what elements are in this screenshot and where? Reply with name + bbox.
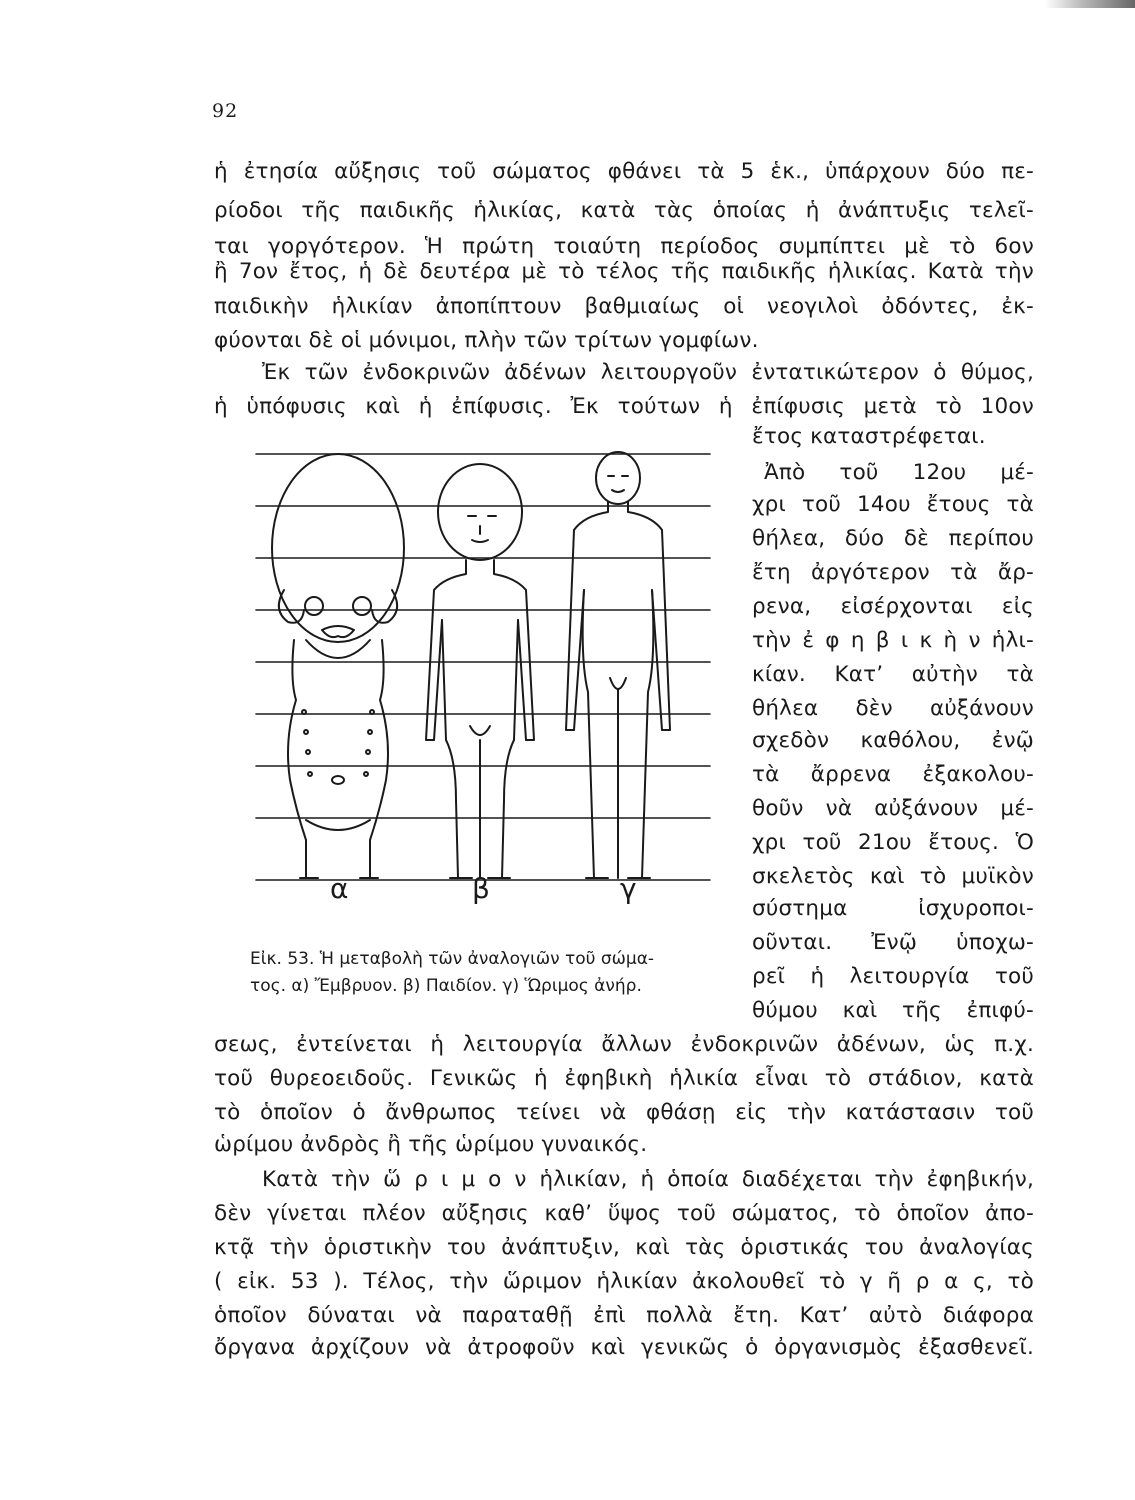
text-line: ὄργανα ἀρχίζουν νὰ ἀτροφοῦν καὶ γενικῶς ὁ ὀργανισμὸς ἐξασθενεῖ.	[214, 1335, 1034, 1360]
text-line: ἡ ὑπόφυσις καὶ ἡ ἐπίφυσις. Ἐκ τούτων ἡ ἐπίφυσις μετὰ τὸ 10ον	[214, 394, 1034, 419]
adult-figure	[566, 452, 670, 878]
text-line: ἔτη ἀργότερον τὰ ἄρ-	[752, 560, 1034, 585]
text-line: Ἀπὸ τοῦ 12ου μέ-	[764, 460, 1034, 485]
figure-body-proportions	[244, 440, 720, 910]
child-figure	[426, 464, 534, 878]
text-line: σεως, ἐντείνεται ἡ λειτουργία ἄλλων ἐνδοκρινῶν ἀδένων, ὡς π.χ.	[214, 1032, 1034, 1057]
text-line: ται γοργότερον. Ἡ πρώτη τοιαύτη περίοδος συμπίπτει μὲ τὸ 6ον	[214, 234, 1034, 259]
text-line: κίαν. Κατ’ αὐτὴν τὰ	[752, 662, 1034, 687]
text-line: οῦνται. Ἐνῷ ὑποχω-	[752, 930, 1034, 955]
text-line: δὲν γίνεται πλέον αὔξησις καθ’ ὕψος τοῦ σώματος, τὸ ὁποῖον ἀπο-	[214, 1201, 1034, 1226]
text-line: ἢ 7ον ἔτος, ἡ δὲ δευτέρα μὲ τὸ τέλος τῆς παιδικῆς ἡλικίας. Κατὰ τὴν	[214, 259, 1034, 284]
text-line: θήλεα, δύο δὲ περίπου	[752, 526, 1034, 551]
page-number: 92	[212, 100, 239, 122]
text-line: σχεδὸν καθόλου, ἐνῷ	[752, 728, 1034, 753]
figure-label-gamma: γ	[620, 872, 637, 905]
embryo-figure	[272, 454, 404, 878]
text-line: τὸ ὁποῖον ὁ ἄνθρωπος τείνει νὰ φθάσῃ εἰς τὴν κατάστασιν τοῦ	[214, 1100, 1034, 1125]
text-line: ἔτος καταστρέφεται.	[752, 424, 986, 449]
text-line: ρεῖ ἡ λειτουργία τοῦ	[752, 964, 1034, 989]
caption-line: τος. α) Ἔμβρυον. β) Παιδίον. γ) Ὥριμος ἀνήρ.	[250, 976, 642, 996]
proportion-guide-lines	[256, 454, 710, 880]
text-line: χρι τοῦ 14ου ἔτους τὰ	[752, 492, 1034, 517]
text-line: ὡρίμου ἀνδρὸς ἢ τῆς ὡρίμου γυναικός.	[214, 1132, 648, 1157]
text-line: θύμου καὶ τῆς ἐπιφύ-	[752, 998, 1034, 1023]
text-line: ρενα, εἰσέρχονται εἰς	[752, 594, 1034, 619]
figure-label-alpha: α	[330, 872, 349, 905]
text-line: Κατὰ τὴν ὥ ρ ι μ ο ν ἡλικίαν, ἡ ὁποία διαδέχεται τὴν ἐφηβικήν,	[262, 1167, 1034, 1192]
text-line: τοῦ θυρεοειδοῦς. Γενικῶς ἡ ἐφηβικὴ ἡλικία εἶναι τὸ στάδιον, κατὰ	[214, 1066, 1034, 1091]
text-line: ρίοδοι τῆς παιδικῆς ἡλικίας, κατὰ τὰς ὁποίας ἡ ἀνάπτυξις τελεῖ-	[214, 198, 1034, 223]
text-line: θοῦν νὰ αὐξάνουν μέ-	[752, 796, 1034, 821]
figure-caption	[250, 946, 730, 1000]
figure-label-beta: β	[472, 872, 490, 905]
text-line: ὁποῖον δύναται νὰ παραταθῇ ἐπὶ πολλὰ ἔτη. Κατ’ αὐτὸ διάφορα	[214, 1303, 1034, 1328]
text-line: τὰ ἄρρενα ἐξακολου-	[752, 762, 1034, 787]
text-line: ( εἰκ. 53 ). Τέλος, τὴν ὥριμον ἡλικίαν ἀκολουθεῖ τὸ γ ῆ ρ α ς, τὸ	[214, 1269, 1034, 1294]
text-line: ἡ ἐτησία αὔξησις τοῦ σώματος φθάνει τὰ 5 ἑκ., ὑπάρχουν δύο πε-	[214, 159, 1034, 184]
text-line: σκελετὸς καὶ τὸ μυϊκὸν	[752, 864, 1034, 889]
scan-edge-mark	[1045, 0, 1135, 8]
body-proportion-illustration	[244, 440, 720, 910]
text-line: θήλεα δὲν αὐξάνουν	[752, 696, 1034, 721]
text-line: κτᾷ τὴν ὁριστικὴν του ἀνάπτυξιν, καὶ τὰς ὁριστικάς του ἀναλογίας	[214, 1235, 1034, 1260]
text-line: Ἐκ τῶν ἐνδοκρινῶν ἀδένων λειτουργοῦν ἐντατικώτερον ὁ θύμος,	[262, 360, 1034, 385]
text-line: παιδικὴν ἡλικίαν ἀποπίπτουν βαθμιαίως οἱ νεογιλοὶ ὀδόντες, ἐκ-	[214, 294, 1034, 319]
text-line: χρι τοῦ 21ου ἔτους. Ὁ	[752, 830, 1034, 855]
text-line: σύστημα ἰσχυροποι-	[752, 896, 1034, 921]
caption-line: Εἰκ. 53. Ἡ μεταβολὴ τῶν ἀναλογιῶν τοῦ σώμα-	[250, 949, 655, 969]
text-line: τὴν ἐ φ η β ι κ ὴ ν ἡλι-	[752, 628, 1034, 653]
text-line: φύονται δὲ οἱ μόνιμοι, πλὴν τῶν τρίτων γομφίων.	[214, 328, 759, 353]
